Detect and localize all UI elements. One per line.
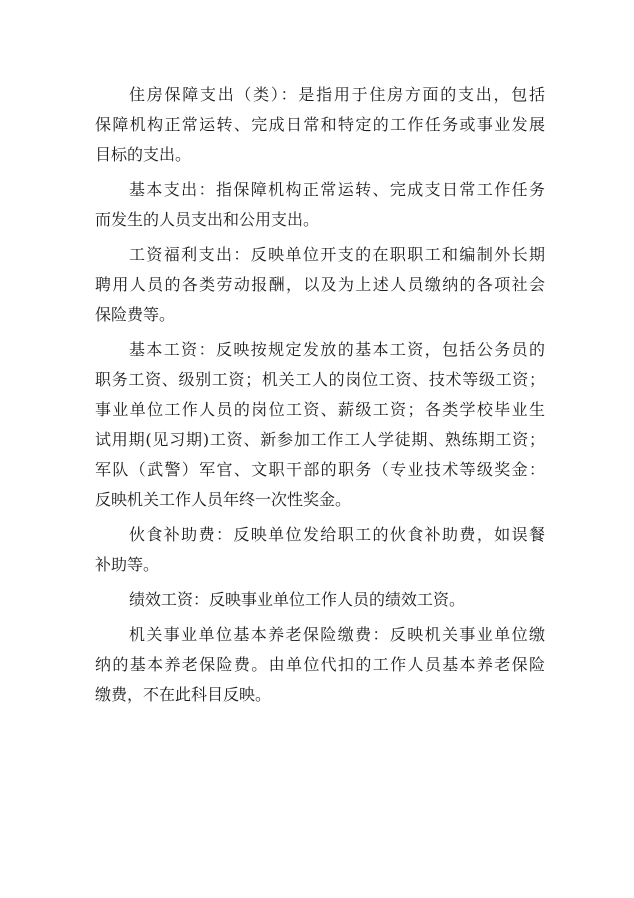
text-line: 伙食补助费：反映单位发给职工的伙食补助费，如误餐	[129, 525, 545, 544]
document-body	[95, 80, 545, 715]
paragraph-performance-wage	[95, 585, 545, 615]
paragraph-basic-wage	[95, 335, 545, 515]
text-line: 保险费等。	[95, 305, 176, 324]
paragraph-wage-welfare	[95, 240, 545, 330]
text-line: 基本工资：反映按规定发放的基本工资，包括公务员的	[129, 340, 545, 359]
text-line: 试用期(见习期)工资、新参加工作工人学徒期、熟练期工资；	[95, 430, 545, 449]
text-line: 基本支出：指保障机构正常运转、完成支日常工作任务	[129, 180, 545, 199]
text-line: 事业单位工作人员的岗位工资、薪级工资；各类学校毕业生	[95, 400, 545, 419]
paragraph-housing-expenditure	[95, 80, 545, 170]
text-line: 缴费，不在此科目反映。	[95, 685, 272, 704]
text-line: 军队（武警）军官、文职干部的职务（专业技术等级奖金：	[95, 460, 545, 479]
text-line: 工资福利支出：反映单位开支的在职职工和编制外长期	[129, 245, 545, 264]
text-line: 住房保障支出（类）：是指用于住房方面的支出，包括	[129, 85, 545, 104]
paragraph-basic-expenditure	[95, 175, 545, 235]
text-line: 职务工资、级别工资；机关工人的岗位工资、技术等级工资；	[95, 370, 545, 389]
text-line: 而发生的人员支出和公用支出。	[95, 210, 320, 229]
paragraph-meal-subsidy	[95, 520, 545, 580]
text-line: 反映机关工作人员年终一次性奖金。	[95, 490, 352, 509]
text-line: 纳的基本养老保险费。由单位代扣的工作人员基本养老保险	[95, 655, 545, 674]
text-line: 聘用人员的各类劳动报酬，以及为上述人员缴纳的各项社会	[95, 275, 545, 294]
text-line: 目标的支出。	[95, 145, 192, 164]
text-line: 绩效工资：反映事业单位工作人员的绩效工资。	[129, 590, 466, 609]
text-line: 保障机构正常运转、完成日常和特定的工作任务或事业发展	[95, 115, 545, 134]
text-line: 补助等。	[95, 555, 160, 574]
paragraph-pension-insurance	[95, 620, 545, 710]
text-line: 机关事业单位基本养老保险缴费：反映机关事业单位缴	[129, 625, 545, 644]
